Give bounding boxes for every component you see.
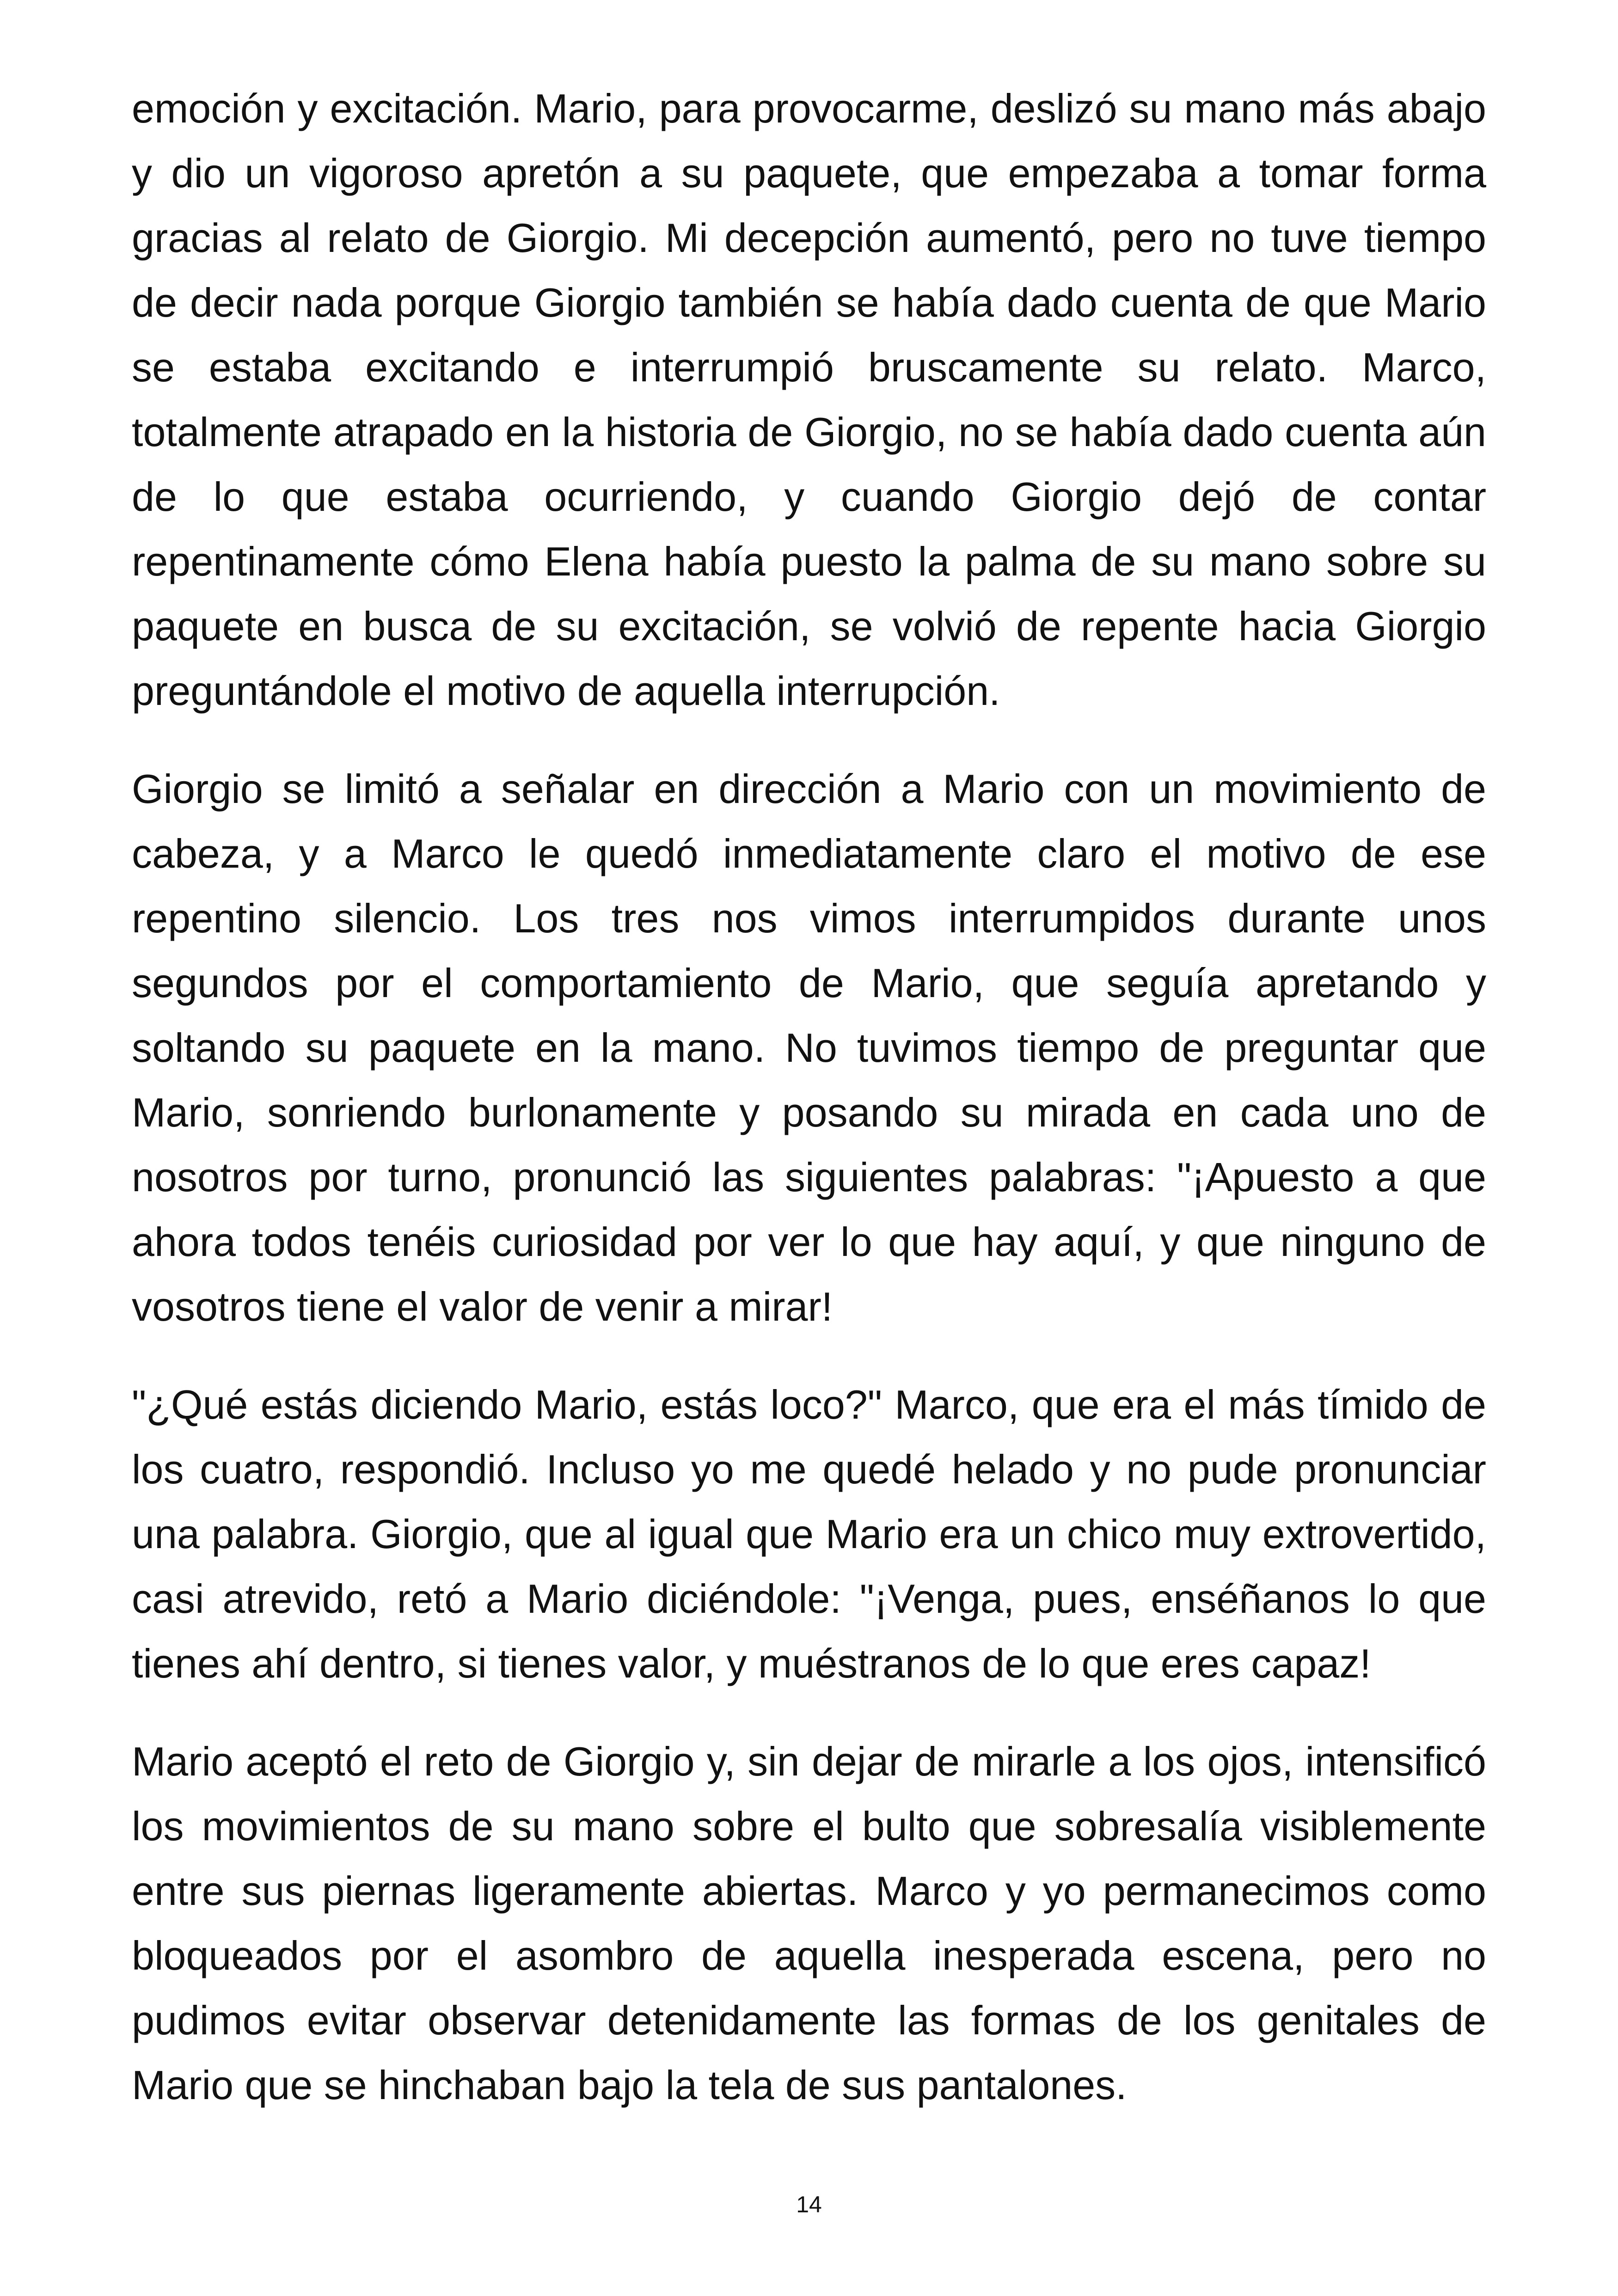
paragraph-2: Giorgio se limitó a señalar en dirección a Mario con un movimiento de cabeza, y a Marco le quedó inmediatamente claro el motivo de ese repentino silencio. Los tres nos vimos interrumpidos durante unos segundos por el comportamiento de Mario, que seguía apretando y soltando su paquete en la mano. No tuvimos tiempo de preguntar que Mario, sonriendo burlonamente y posando su mirada en cada uno de nosotros por turno, pronunció las siguientes palabras: "¡Apuesto a que ahora todos tenéis curiosidad por ver lo que hay aquí, y que ninguno de vosotros tiene el valor de venir a mirar! <box>132 766 1486 1329</box>
body-text <box>132 76 1486 2151</box>
paragraph-4: Mario aceptó el reto de Giorgio y, sin dejar de mirarle a los ojos, intensificó los movimientos de su mano sobre el bulto que sobresalía visiblemente entre sus piernas ligeramente abiertas. Marco y yo permanecimos como bloqueados por el asombro de aquella inesperada escena, pero no pudimos evitar observar detenidamente las formas de los genitales de Mario que se hinchaban bajo la tela de sus pantalones. <box>132 1739 1486 2108</box>
page-number: 14 <box>796 2192 822 2217</box>
paragraph-1: emoción y excitación. Mario, para provocarme, deslizó su mano más abajo y dio un vigoroso apretón a su paquete, que empezaba a tomar forma gracias al relato de Giorgio. Mi decepción aumentó, pero no tuve tiempo de decir nada porque Giorgio también se había dado cuenta de que Mario se estaba excitando e interrumpió bruscamente su relato. Marco, totalmente atrapado en la historia de Giorgio, no se había dado cuenta aún de lo que estaba ocurriendo, y cuando Giorgio dejó de contar repentinamente cómo Elena había puesto la palma de su mano sobre su paquete en busca de su excitación, se volvió de repente hacia Giorgio preguntándole el motivo de aquella interrupción. <box>132 86 1486 714</box>
paragraph-3: "¿Qué estás diciendo Mario, estás loco?" Marco, que era el más tímido de los cuatro, respondió. Incluso yo me quedé helado y no pude pronunciar una palabra. Giorgio, que al igual que Mario era un chico muy extrovertido, casi atrevido, retó a Mario diciéndole: "¡Venga, pues, enséñanos lo que tienes ahí dentro, si tienes valor, y muéstranos de lo que eres capaz! <box>132 1382 1486 1686</box>
